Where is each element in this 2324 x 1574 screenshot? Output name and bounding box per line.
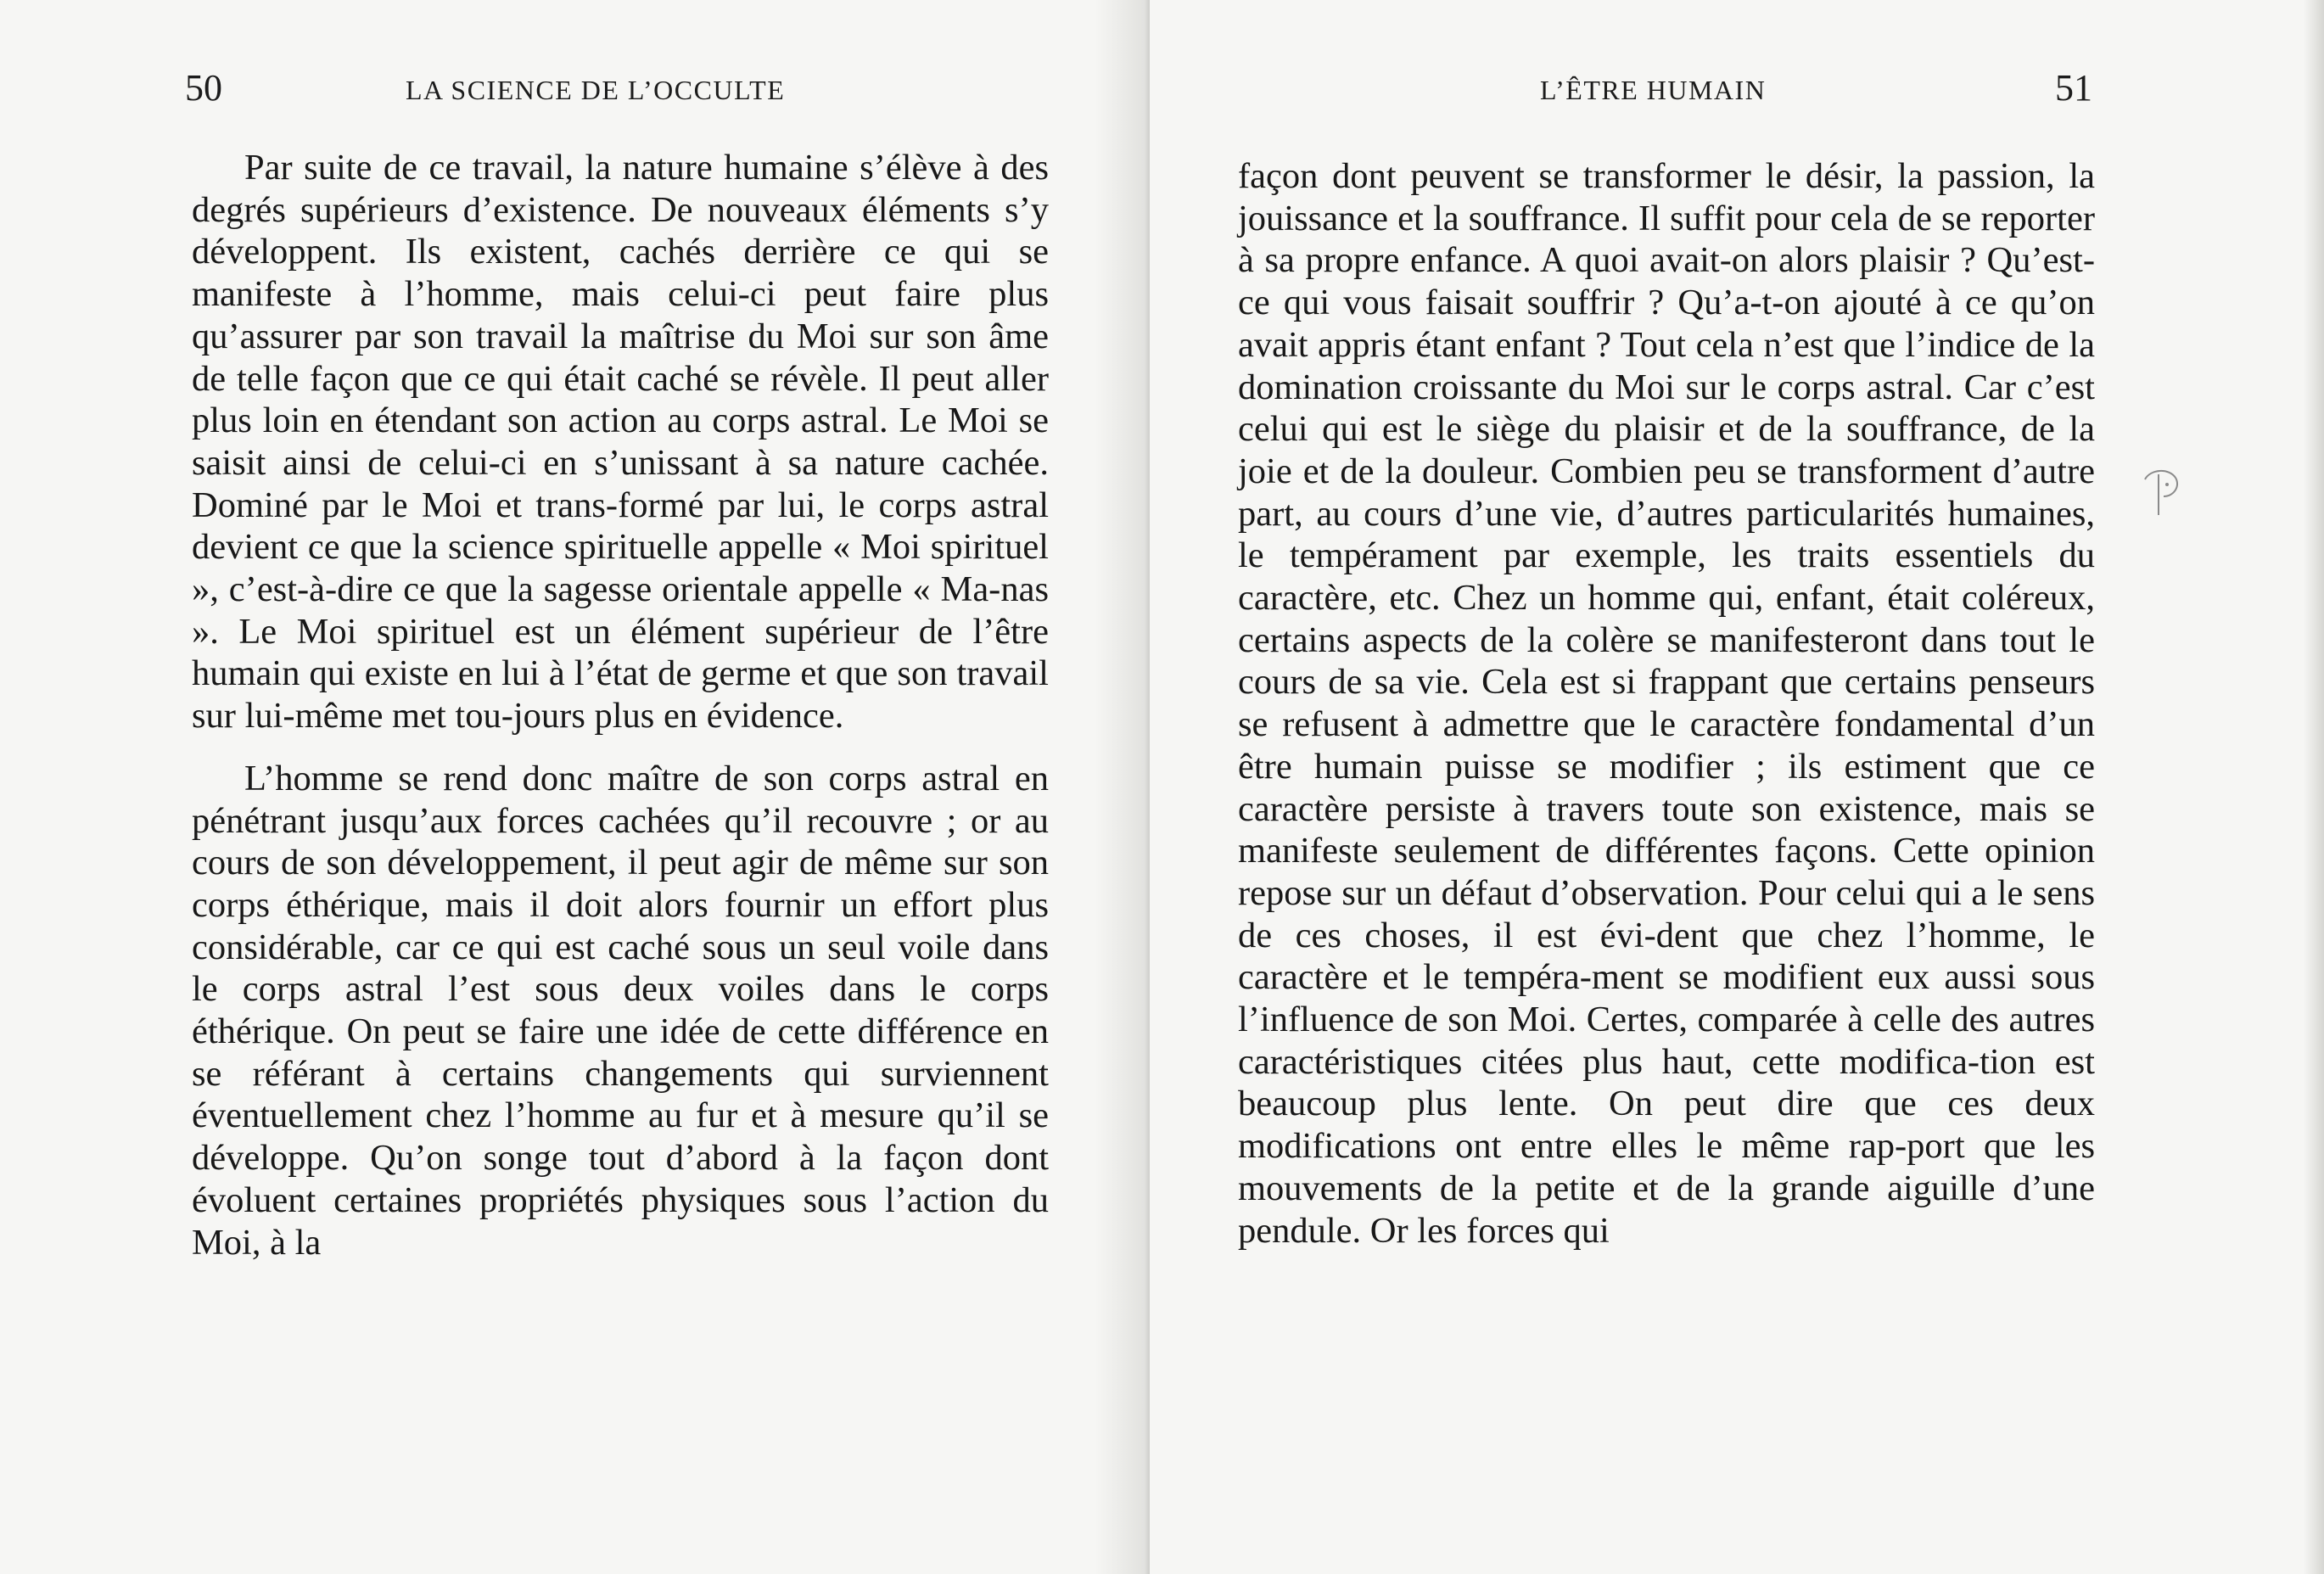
page-edge-shadow [2304,0,2324,1574]
right-page [1150,0,2324,1574]
running-head-left: LA SCIENCE DE L’OCCULTE [406,75,786,105]
paragraph: Par suite de ce travail, la nature humaine s’élève à des degrés supérieurs d’existence. De nouveaux éléments s’y développent. Ils existent, cachés derrière ce qui se manifeste à l’homme, mais celui-ci peut faire plus qu’assurer par son travail la maîtrise du Moi sur son âme de telle façon que ce qui était caché se révèle. Il peut aller plus loin en étendant son action au corps astral. Le Moi se saisit ainsi de celui-ci en s’unissant à sa nature cachée. Dominé par le Moi et trans-formé par lui, le corps astral devient ce que la science spirituelle appelle « Moi spirituel », c’est-à-dire ce que la sagesse orientale appelle « Ma-nas ». Le Moi spirituel est un élément supérieur de l’être humain qui existe en lui à l’état de germe et que son travail sur lui-même met tou-jours plus en évidence. [192,148,1049,737]
paragraph: façon dont peuvent se transformer le désir, la passion, la jouissance et la souffrance. Il suffit pour cela de se reporter à sa propre enfance. A quoi avait-on alors plaisir ? Qu’est-ce qui vous faisait souffrir ? Qu’a-t-on ajouté à ce qu’on avait appris étant enfant ? Tout cela n’est que l’indice de la domination croissante du Moi sur le corps astral. Car c’est celui qui est le siège du plaisir et de la souffrance, de la joie et de la douleur. Combien peu se transforment d’autre part, au cours d’une vie, d’autres particularités humaines, le tempérament par exemple, les traits essentiels du caractère, etc. Chez un homme qui, enfant, était coléreux, certains aspects de la colère se manifesteront dans tout le cours de sa vie. Cela est si frappant que certains penseurs se refusent à admettre que le caractère fondamental d’un être humain puisse se modifier ; ils estiment que ce caractère persiste à travers toute son existence, mais se manifeste seulement de différentes façons. Cette opinion repose sur un défaut d’observation. Pour celui qui a le sens de ces choses, il est évi-dent que chez l’homme, le caractère et le tempéra-ment se modifient eux aussi sous l’influence de son Moi. Certes, comparée à celle des autres caractéristiques citées plus haut, cette modifica-tion est beaucoup plus lente. On peut dire que ces deux modifications ont entre elles le même rap-port que les mouvements de la petite et de la grande aiguille d’une pendule. Or les forces qui [1238,156,2095,1251]
page-number-left: 50 [185,67,222,109]
running-head-right: L’ÊTRE HUMAIN [1540,75,1767,105]
left-page [0,0,1150,1574]
pencil-margin-mark-icon [2138,462,2189,522]
left-page-text [192,147,1049,1263]
paragraph: L’homme se rend donc maître de son corps astral en pénétrant jusqu’aux forces cachées qu’il recouvre ; or au cours de son développement, il peut agir de même sur son corps éthérique, mais il doit alors fournir un effort plus considérable, car ce qui est caché sous un seul voile dans le corps astral l’est sous deux voiles dans le corps éthérique. On peut se faire une idée de cette différence en se référant à certains changements qui surviennent éventuellement chez l’homme au fur et à mesure qu’il se développe. Qu’on songe tout d’abord à la façon dont évoluent certaines propriétés physiques sous l’action du Moi, à la [192,758,1049,1263]
right-page-text [1238,155,2095,1252]
page-number-right: 51 [2055,67,2092,109]
